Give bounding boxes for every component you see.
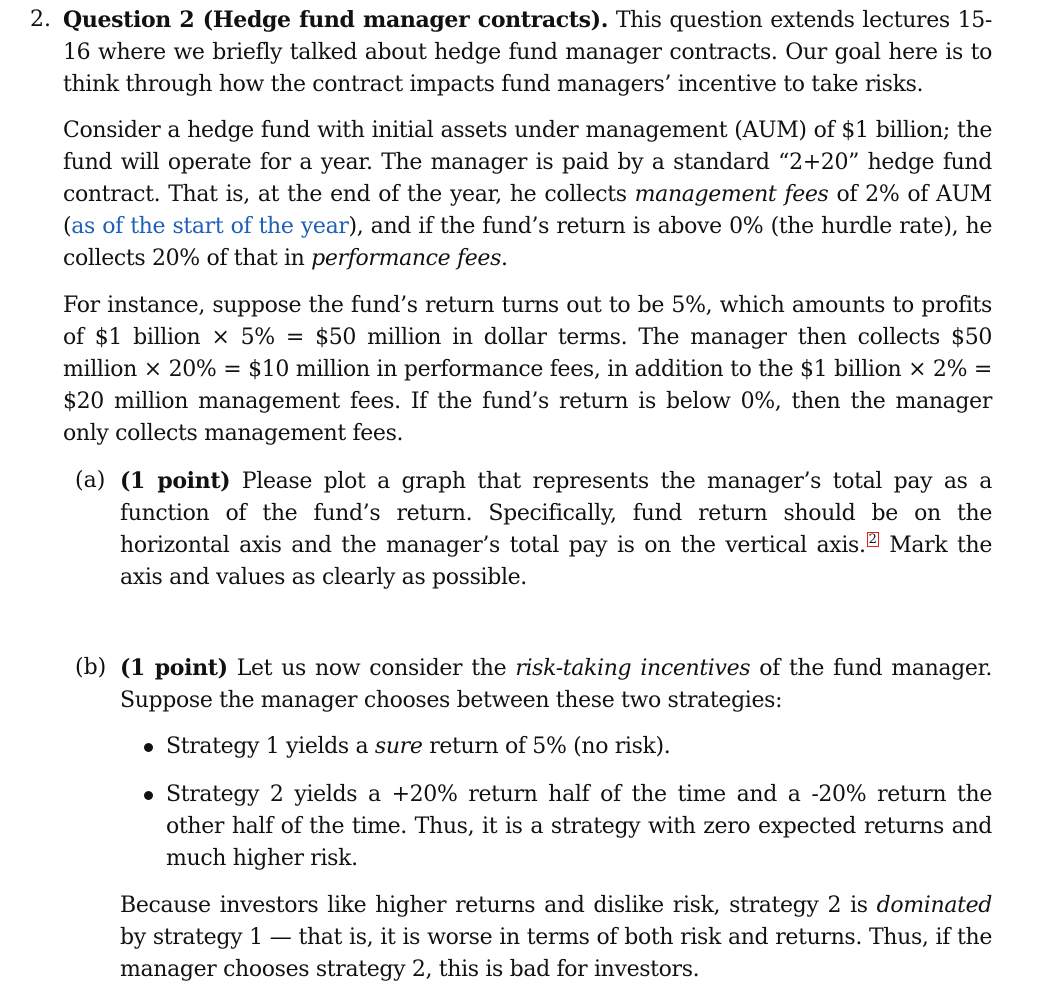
bullet-icon [144,791,153,800]
closing-text-a: Because investors like higher returns and dislike risk, strategy 2 is [120,893,868,918]
strategy-1-item [166,731,992,763]
performance-fees-term: performance fees [311,246,502,271]
part-b-text-2: of the fund manager. Suppose the manager chooses between these two strategies: [120,656,992,713]
paragraph-example: For instance, suppose the fund’s return turns out to be 5%, which amounts to profits of $1 billion × 5% = $50 million in dollar terms. The manager then collects $50 million × 20% = $10 million in performance fees, in addition to the $1 billion × 2% = $20 million management fees. If the fund’s return is below 0%, then the manager only collects management fees. [63,293,992,446]
para1-text-a: Consider a hedge fund with initial assets under management (AUM) of $1 billion; the fund will operate for a year. The manager is paid by a standard “2+20” hedge fund contract. That is, at the end of the year, he collects [63,118,992,207]
sure-term: sure [374,734,423,759]
dominated-term: dominated [876,893,992,918]
risk-taking-incentives-term: risk-taking incentives [515,656,751,681]
part-b-label: (b) [75,655,107,680]
strategy-2-item: Strategy 2 yields a +20% return half of the time and a -20% return the other half of the time. Thus, it is a strategy with zero expected returns and much higher risk. [166,782,992,871]
part-a-text [120,465,992,594]
part-b-points: (1 point) [120,655,228,681]
closing-paragraph [120,890,992,986]
strategy-1-text-a: Strategy 1 yields a [166,734,369,759]
para1-text-c: ), and if the fund’s return is above 0% (the hurdle rate), he collects 20% of that in [63,214,992,271]
management-fees-term: management fees [634,182,829,207]
part-b-text [120,652,992,717]
part-a-label: (a) [75,468,106,493]
para1-text-b: of 2% of AUM ( [63,182,992,239]
bullet-icon [144,743,153,752]
part-a-text-2: Mark the axis and values as clearly as possible. [120,533,992,590]
question-intro [63,4,992,101]
question-title: Question 2 (Hedge fund manager contracts). [63,7,609,33]
question-intro-text: This question extends lectures 15-16 where we briefly talked about hedge fund manager contracts. Our goal here is to think through how the contract impacts fund managers’ incentive to take risks. [63,8,992,97]
para1-text-d: . [501,246,508,271]
closing-text-b: by strategy 1 — that is, it is worse in terms of both risk and returns. Thus, if the manager chooses strategy 2, this is bad for investors. [120,925,992,982]
part-a-points: (1 point) [120,468,231,494]
part-b-text-1: Let us now consider the [236,656,507,681]
footnote-link[interactable]: 2 [868,532,877,547]
question-number: 2. [30,7,51,32]
part-a-text-1: Please plot a graph that represents the manager’s total pay as a function of the fund’s return. Specifically, fund return should be on the horizontal axis and the manager’s total pay is on the vertical axis. [120,469,992,558]
start-of-year-link[interactable]: as of the start of the year [71,214,349,239]
strategy-1-text-b: return of 5% (no risk). [429,734,671,759]
paragraph-contract [63,115,992,275]
